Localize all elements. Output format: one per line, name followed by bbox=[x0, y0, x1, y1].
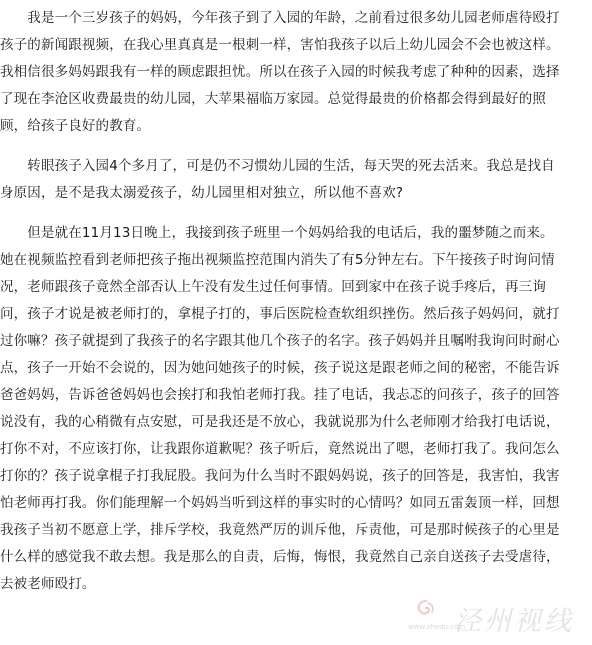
line-16: 爸爸妈妈，告诉爸爸妈妈也会挨打和我怕老师打我。挂了电话，我忐忑的问孩子，孩子的回答 bbox=[0, 387, 560, 403]
red-swirl-logo-icon bbox=[416, 599, 436, 619]
line-19: 打你的？孩子说拿棍子打我屁股。我问为什么当时不跟妈妈说，孩子的回答是，我害怕，我害 bbox=[0, 468, 560, 484]
line-11: 她在视频监控看到老师把孩子拖出视频监控范围内消失了有5分钟左右。下午接孩子时询问情 bbox=[0, 252, 555, 268]
line-3: 我相信很多妈妈跟我有一样的顾虑跟担忧。所以在孩子入园的时候我考虑了种种的因素，选择 bbox=[0, 64, 560, 80]
line-22: 什么样的感觉我不敢去想。我是那么的自责，后悔，悔恨，我竟然自己亲自送孩子去受虐待， bbox=[0, 549, 560, 565]
line-5: 顾，给孩子良好的教育。 bbox=[0, 118, 151, 134]
line-14: 过你嘛？孩子就提到了我孩子的名字跟其他几个孩子的名字。孩子妈妈并且嘱咐我询问时耐心 bbox=[0, 333, 560, 349]
line-21: 我孩子当初不愿意上学，排斥学校，我竟然严厉的训斥他，斥责他，可是那时候孩子的心里是 bbox=[0, 522, 560, 538]
line-23: 去被老师殴打。 bbox=[0, 576, 96, 592]
line-2: 孩子的新闻跟视频，在我心里真真是一根刺一样，害怕我孩子以后上幼儿园会不会也被这样。 bbox=[0, 37, 560, 53]
line-15: 点，孩子一开始不会说的，因为她问她孩子的时候，孩子说这是跟老师之间的秘密，不能告诉 bbox=[0, 360, 560, 376]
line-4: 了现在李沧区收费最贵的幼儿园，大苹果福临万家园。总觉得最贵的价格都会得到最好的照 bbox=[0, 91, 546, 107]
watermark-text: 泾州视线 bbox=[454, 606, 574, 637]
paragraph-gap bbox=[0, 207, 592, 220]
line-13: 问，孩子才说是被老师打的，拿棍子打的，事后医院检查软组织挫伤。然后孩子妈妈问，就打 bbox=[0, 306, 560, 322]
watermark bbox=[398, 595, 578, 635]
line-7: 转眼孩子入园4个多月了，可是仍不习惯幼儿园的生活，每天哭的死去活来。我总是找自 bbox=[0, 158, 555, 174]
line-20: 怕老师再打我。你们能理解一个妈妈当听到这样的事实时的心情吗？如同五雷轰顶一样，回想 bbox=[0, 495, 560, 511]
line-18: 打你不对，不应该打你，让我跟你道歉呢？孩子听后，竟然说出了嗯，老师打我了。我问怎么 bbox=[0, 441, 560, 457]
line-8: 身原因，是不是我太溺爱孩子，幼儿园里相对独立，所以他不喜欢? bbox=[0, 185, 404, 201]
line-12: 况，老师跟孩子竟然全部否认上午没有发生过任何事情。回到家中在孩子说手疼后，再三询 bbox=[0, 279, 546, 295]
paragraph-gap bbox=[0, 140, 592, 153]
watermark-url: www.zhedu.com bbox=[408, 623, 466, 631]
line-1: 我是一个三岁孩子的妈妈，今年孩子到了入园的年龄，之前看过很多幼儿园老师虐待殴打 bbox=[0, 10, 560, 26]
line-10: 但是就在11月13日晚上，我接到孩子班里一个妈妈给我的电话后，我的噩梦随之而来。 bbox=[0, 225, 554, 241]
line-17: 说没有，我的心稍微有点安慰，可是我还是不放心，我就说那为什么老师刚才给我打电话说， bbox=[0, 414, 560, 430]
